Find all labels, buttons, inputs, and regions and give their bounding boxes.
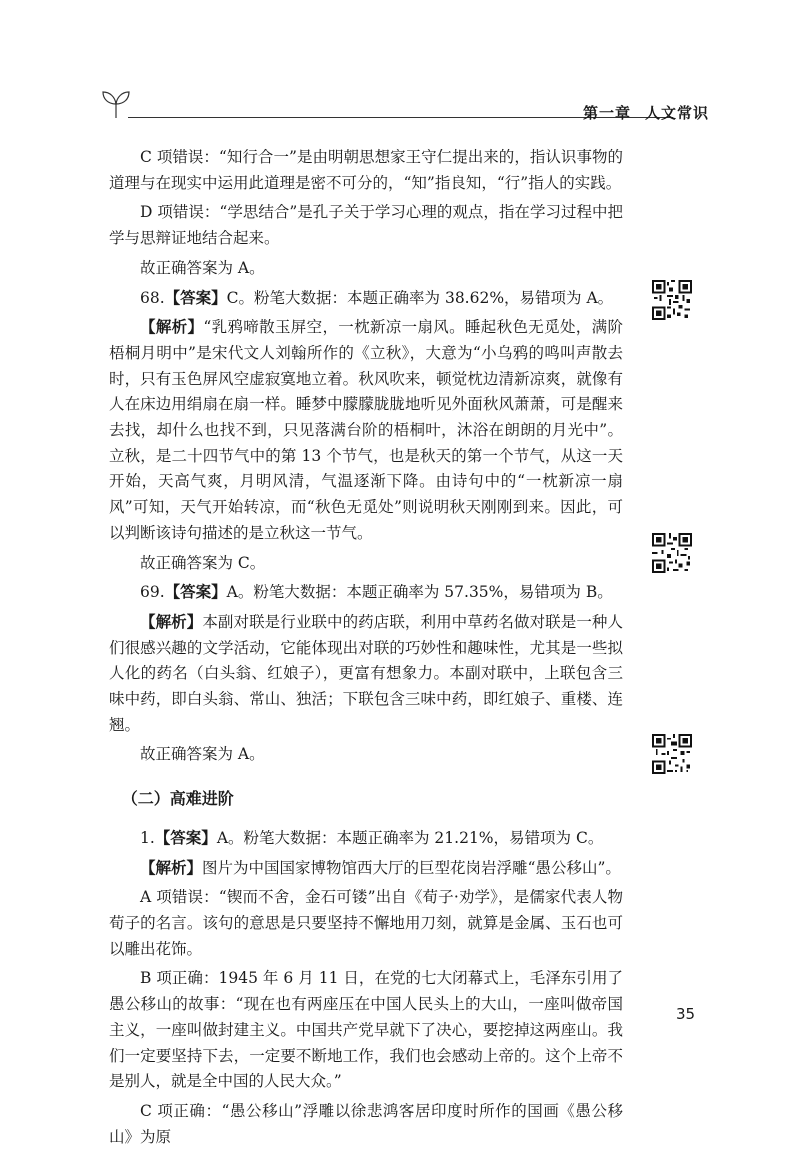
answer-tag: 【答案】: [164, 288, 227, 307]
answer-tag: 【答案】: [154, 828, 217, 847]
paragraph: D 项错误：“学思结合”是孔子关于学习心理的观点，指在学习过程中把学与思辩证地结合起来。: [109, 203, 623, 248]
paragraph: A 项错误：“锲而不舍，金石可镂”出自《荀子·劝学》，是儒家代表人物荀子的名言。该句的意思是只要坚持不懈地用刀刻，就算是金属、玉石也可以雕出花饰。: [109, 888, 623, 958]
answer-text: A。粉笔大数据：本题正确率为 57.35%，易错项为 B。: [226, 583, 613, 602]
paragraph: B 项正确：1945 年 6 月 11 日，在党的七大闭幕式上，毛泽东引用了愚公移山的故事：“现在也有两座压在中国人民头上的大山，一座叫做帝国主义，一座叫做封建主义。中国共产党早就下了决心，要挖掉这两座山。我们一定要坚持下去，一定要不断地工作，我们也会感动上帝的。这个上帝不是别人，就是全中国的人民大众。”: [109, 969, 623, 1091]
qr-code-icon[interactable]: [652, 734, 692, 774]
qr-code-icon[interactable]: [652, 280, 692, 320]
answer-tag: 【答案】: [164, 583, 227, 602]
answer-text: A。粉笔大数据：本题正确率为 21.21%，易错项为 C。: [216, 828, 604, 847]
question-1-answer: [109, 826, 623, 852]
paragraph: 故正确答案为 A。: [140, 745, 265, 764]
analysis-tag: 【解析】: [140, 318, 204, 337]
question-1-analysis: [109, 856, 623, 882]
page-content: [109, 145, 623, 1154]
chapter-label: 第一章: [583, 104, 632, 122]
qr-code-icon[interactable]: [652, 533, 692, 573]
page-header: [100, 88, 710, 128]
analysis-text: “乳鸦啼散玉屏空，一枕新凉一扇风。睡起秋色无觅处，满阶梧桐月明中”是宋代文人刘翰所作的《立秋》，大意为“小乌鸦的鸣叫声散去时，只有玉色屏风空虚寂寞地立着。秋风吹来，顿觉枕边清新凉爽，就像有人在床边用绢扇在扇一样。睡梦中朦朦胧胧地听见外面秋风萧萧，可是醒来去找，却什么也找不到，只见落满台阶的梧桐叶，沐浴在朗朗的月光中”。立秋，是二十四节气中的第 13 个节气，也是秋天的第一个节气，从这一天开始，天高气爽，月明风清，气温逐渐下降。由诗句中的“一枕新凉一扇风”可知，天气开始转凉，而“秋色无觅处”则说明秋天刚刚到来。因此，可以判断该诗句描述的是立秋这一节气。: [109, 318, 623, 542]
section-title: （二）高难进阶: [121, 789, 234, 809]
chapter-heading: [583, 102, 709, 123]
question-number: 69.: [140, 583, 165, 602]
analysis-text: 本副对联是行业联中的药店联，利用中草药名做对联是一种人们很感兴趣的文学活动，它能体现出对联的巧妙性和趣味性，尤其是一些拟人化的药名（白头翁、红娘子），更富有想象力。本副对联中，上联包含三味中药，即白头翁、常山、独活；下联包含三味中药，即红娘子、重楼、连翘。: [109, 612, 623, 734]
chapter-title: 人文常识: [645, 104, 710, 122]
analysis-tag: 【解析】: [140, 612, 203, 631]
paragraph: 故正确答案为 C。: [140, 553, 266, 572]
question-69-analysis: [109, 610, 623, 739]
paragraph: 故正确答案为 A。: [140, 258, 265, 277]
answer-text: C。粉笔大数据：本题正确率为 38.62%，易错项为 A。: [226, 288, 614, 307]
analysis-text: 图片为中国国家博物馆西大厅的巨型花岗岩浮雕“愚公移山”。: [202, 858, 621, 877]
sprout-icon: [100, 88, 132, 120]
question-68-answer: [109, 286, 623, 312]
analysis-tag: 【解析】: [140, 858, 203, 877]
question-69-answer: [109, 580, 623, 606]
paragraph: C 项错误：“知行合一”是由明朝思想家王守仁提出来的，指认识事物的道理与在现实中运用此道理是密不可分的，“知”指良知，“行”指人的实践。: [109, 148, 623, 192]
question-68-analysis: [109, 315, 623, 546]
paragraph: C 项正确：“愚公移山”浮雕以徐悲鸿客居印度时所作的国画《愚公移山》为原: [109, 1101, 623, 1146]
question-number: 68.: [140, 288, 165, 307]
page-number: 35: [676, 1005, 696, 1023]
question-number: 1.: [140, 828, 155, 847]
